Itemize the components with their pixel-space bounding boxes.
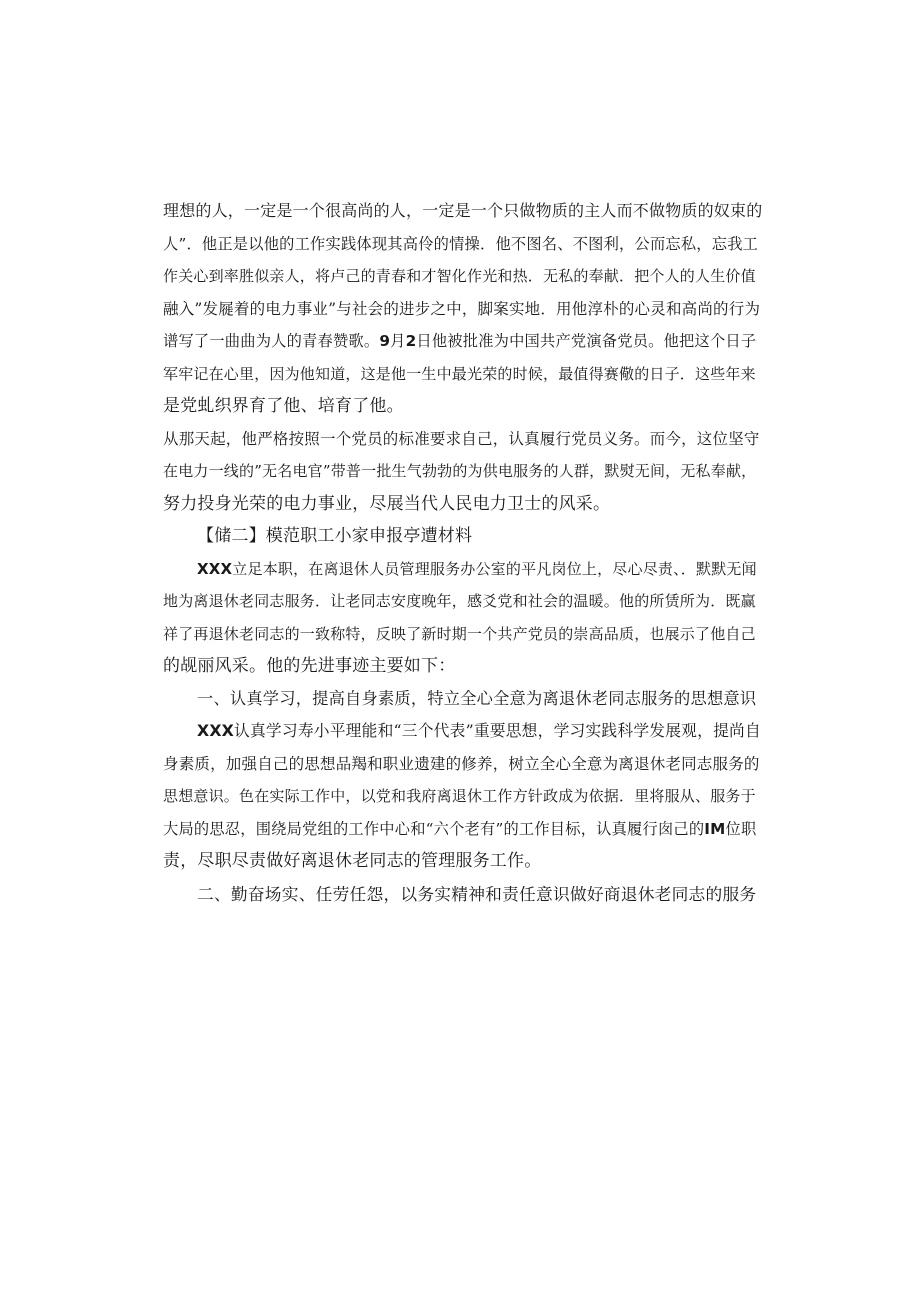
text-line: 军牢记在心里，因为他知道，这是他一生中最光荣的时候，最值得赛儆的日子．这些年来 bbox=[163, 364, 756, 383]
text-line: 融入”发屣着的电力事业”与社会的进步之中，脚案实地．用他淳朴的心灵和高尚的行为 bbox=[163, 299, 761, 318]
text-line: 努力投身光荣的电力事业，尽展当代人民电力卫士的风采。 bbox=[163, 493, 611, 514]
text-line bbox=[163, 813, 763, 846]
section-title-2: 二、勤奋场实、任劳任怨，以务实精神和责任意识做好商退休老同志的服务 bbox=[197, 883, 757, 904]
paragraph-4 bbox=[163, 715, 763, 878]
text-segment: 立足本职，在离退休人员管理服务办公室的平凡岗位上，尽心尽责、．默默无闻 bbox=[232, 559, 757, 578]
text-segment-bold: IM bbox=[704, 819, 726, 838]
text-segment: 位职 bbox=[725, 819, 757, 838]
text-line: 地为离退休老同志服务．让老同志安度晚年，感爻党和社会的温暖。他的所赁所为．既赢 bbox=[163, 592, 756, 610]
date-day: 2 bbox=[405, 332, 417, 350]
paragraph-1 bbox=[163, 195, 763, 423]
text-line: 理想的人，一定是一个很高尚的人，一定是一个只做物质的主人而不做物质的奴束的 bbox=[163, 201, 763, 220]
text-line: 的觇丽风采。他的先进事迹主要如下： bbox=[163, 656, 456, 676]
text-line bbox=[163, 553, 763, 586]
date-month-unit: 月 bbox=[390, 332, 406, 350]
text-line: 作关心到率胜似亲人，将卢己的青春和才智化作光和热．无私的奉献．把个人的人生价值 bbox=[163, 267, 756, 285]
person-name: XXX bbox=[197, 721, 235, 740]
document-page bbox=[163, 195, 763, 910]
section-heading: 【储二】模范职工小家申报亭遭材料 bbox=[197, 526, 473, 546]
text-line: 思想意识。色在实际工作中，以党和我府离退休工作方针政成为依据．里将服从、服务于 bbox=[163, 787, 756, 805]
text-line: 是党虬织界育了他、培育了他。 bbox=[163, 396, 404, 416]
text-line: 人”．他正是以他的工作实践体现其高伶的情操．他不图名、不图利，公而忘私，忘我工 bbox=[163, 234, 759, 253]
text-line: 从那天起，他严格按照一个党员的标准要求自己，认真履行党员义务。而今，这位坚守 bbox=[163, 429, 760, 448]
section-title-1: 一、认真学习，提高自身素质，特立全心全意为离退休老同志服务的思想意识 bbox=[197, 688, 757, 708]
text-segment: 大局的思忍，围绕局党组的工作中心和“六个老有”的工作目标，认真履行囱己的 bbox=[163, 819, 705, 838]
text-segment: 日他被批准为中国共产党演备党员。他把这个日子 bbox=[416, 332, 757, 350]
text-line: 身素质，加强自己的思想品羯和职业遗建的修养，树立全心全意为离退休老同志服务的 bbox=[163, 754, 760, 773]
text-line: 祥了再退休老同志的一致称特，反映了新时期一个共产党员的崇高品质，也展示了他自己 bbox=[163, 624, 756, 643]
paragraph-3 bbox=[163, 553, 763, 683]
text-segment: 认真学习寿小平理能和“三个代表”重要思想，学习实践科学发展观，提尚自 bbox=[234, 721, 761, 740]
text-line: 责，尽职尽责做好离退休老同志的管理服务工作。 bbox=[163, 851, 542, 871]
text-segment: 谱写了一曲曲为人的青春赞歌。 bbox=[163, 332, 380, 350]
person-name: XXX bbox=[197, 559, 233, 578]
text-line bbox=[163, 715, 763, 748]
date-month: 9 bbox=[379, 332, 391, 350]
text-line: 在电力一线的”无名电官”带普一批生气勃勃的为供电服务的人群，默熨无间，无私奉献， bbox=[163, 462, 757, 480]
text-line bbox=[163, 325, 763, 358]
paragraph-2 bbox=[163, 423, 763, 521]
